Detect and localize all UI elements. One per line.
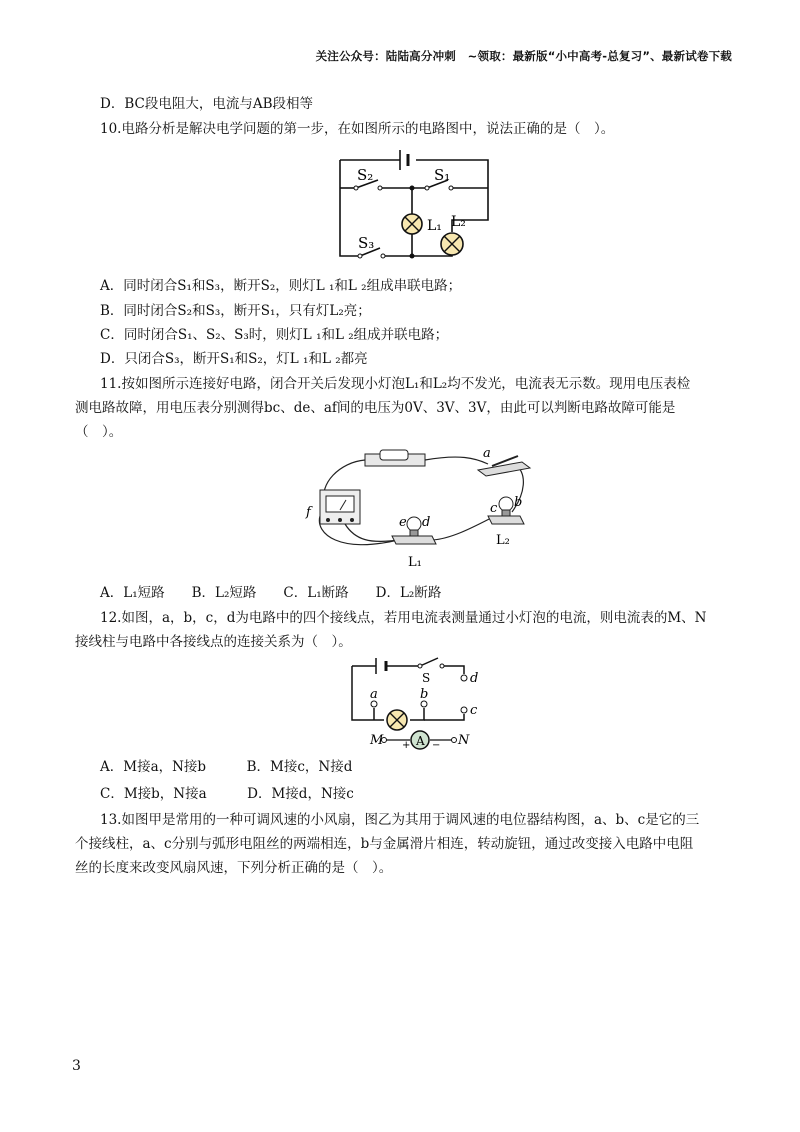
label-d: d xyxy=(470,671,479,686)
label-l2: L₂ xyxy=(496,533,510,548)
label-s3: S₃ xyxy=(358,234,375,252)
lamp-l2-symbol xyxy=(441,233,463,255)
label-f: f xyxy=(306,505,311,520)
label-minus: − xyxy=(432,740,441,750)
label-b: b xyxy=(420,687,429,702)
q13-stem-line3: 丝的长度来改变风扇风速，下列分析正确的是（ ）。 xyxy=(75,860,393,876)
battery-holder xyxy=(365,450,425,466)
q11-stem-line2: 测电路故障，用电压表分别测得bc、de、af间的电压为0V、3V、3V，由此可以判断电路故障可能是 xyxy=(75,400,676,416)
q9-option-d: D．BC段电阻大，电流与AB段相等 xyxy=(100,96,313,112)
q10-option-c: C．同时闭合S₁、S₂、S₃时，则灯L ₁和L ₂组成并联电路； xyxy=(100,327,449,343)
q10-option-d: D．只闭合S₃，断开S₁和S₂，灯L ₁和L ₂都亮 xyxy=(100,351,368,367)
label-s: S xyxy=(422,671,431,685)
label-a: a xyxy=(370,687,378,702)
q12-stem-line2: 接线柱与电路中各接线点的连接关系为（ ）。 xyxy=(75,634,352,650)
q12-options-cd: C．M接b，N接a D．M接d，N接c xyxy=(100,786,354,802)
q10-option-b: B．同时闭合S₂和S₃，断开S₁，只有灯L₂亮； xyxy=(100,303,371,319)
label-s1: S₁ xyxy=(434,166,451,184)
lamp-symbol xyxy=(387,710,407,730)
label-n: N xyxy=(458,733,470,748)
label-c: c xyxy=(470,703,478,718)
label-m: M xyxy=(370,733,384,748)
voltmeter xyxy=(320,490,360,524)
q12-circuit-diagram xyxy=(340,654,500,750)
q11-stem-line1: 11.按如图所示连接好电路，闭合开关后发现小灯泡L₁和L₂均不发光，电流表无示数。现用电压表检 xyxy=(100,376,691,392)
ammeter-label: A xyxy=(416,734,425,748)
label-l2: L₂ xyxy=(451,214,466,230)
q12-stem-line1: 12.如图，a，b，c，d为电路中的四个接线点，若用电流表测量通过小灯泡的电流，则电流表的M、N xyxy=(100,610,707,626)
label-b: b xyxy=(514,495,523,510)
q13-stem-line2: 个接线柱，a、c分别与弧形电阻丝的两端相连，b与金属滑片相连，转动旋钮，通过改变接入电路中电阻 xyxy=(75,836,694,852)
page-header: 关注公众号：陆陆高分冲刺 ~领取：最新版“小中高考-总复习”、最新试卷下载 xyxy=(315,49,732,63)
page-number: 3 xyxy=(72,1058,81,1074)
q10-stem: 10.电路分析是解决电学问题的第一步，在如图所示的电路图中，说法正确的是（ ）。 xyxy=(100,121,615,137)
q11-stem-line3: （ ）。 xyxy=(75,424,123,440)
q12-options-ab: A．M接a，N接b B．M接c，N接d xyxy=(100,759,353,775)
label-s2: S₂ xyxy=(357,166,374,184)
ammeter-symbol xyxy=(382,731,457,749)
label-c: c xyxy=(490,501,498,516)
lamp-l1-symbol xyxy=(402,214,422,234)
label-plus: + xyxy=(402,740,411,750)
label-d: d xyxy=(422,515,431,530)
q11-circuit-photo-diagram xyxy=(300,444,540,576)
q11-options: A．L₁短路 B．L₂短路 C．L₁断路 D．L₂断路 xyxy=(100,585,442,601)
q10-circuit-diagram xyxy=(330,140,500,270)
q13-stem-line1: 13.如图甲是常用的一种可调风速的小风扇，图乙为其用于调风速的电位器结构图，a、b、c是它的三 xyxy=(100,812,700,828)
q10-option-a: A．同时闭合S₁和S₃，断开S₂，则灯L ₁和L ₂组成串联电路； xyxy=(100,278,462,294)
label-e: e xyxy=(399,515,407,530)
label-l1: L₁ xyxy=(408,555,422,570)
label-l1: L₁ xyxy=(427,218,442,234)
label-a: a xyxy=(483,446,491,461)
